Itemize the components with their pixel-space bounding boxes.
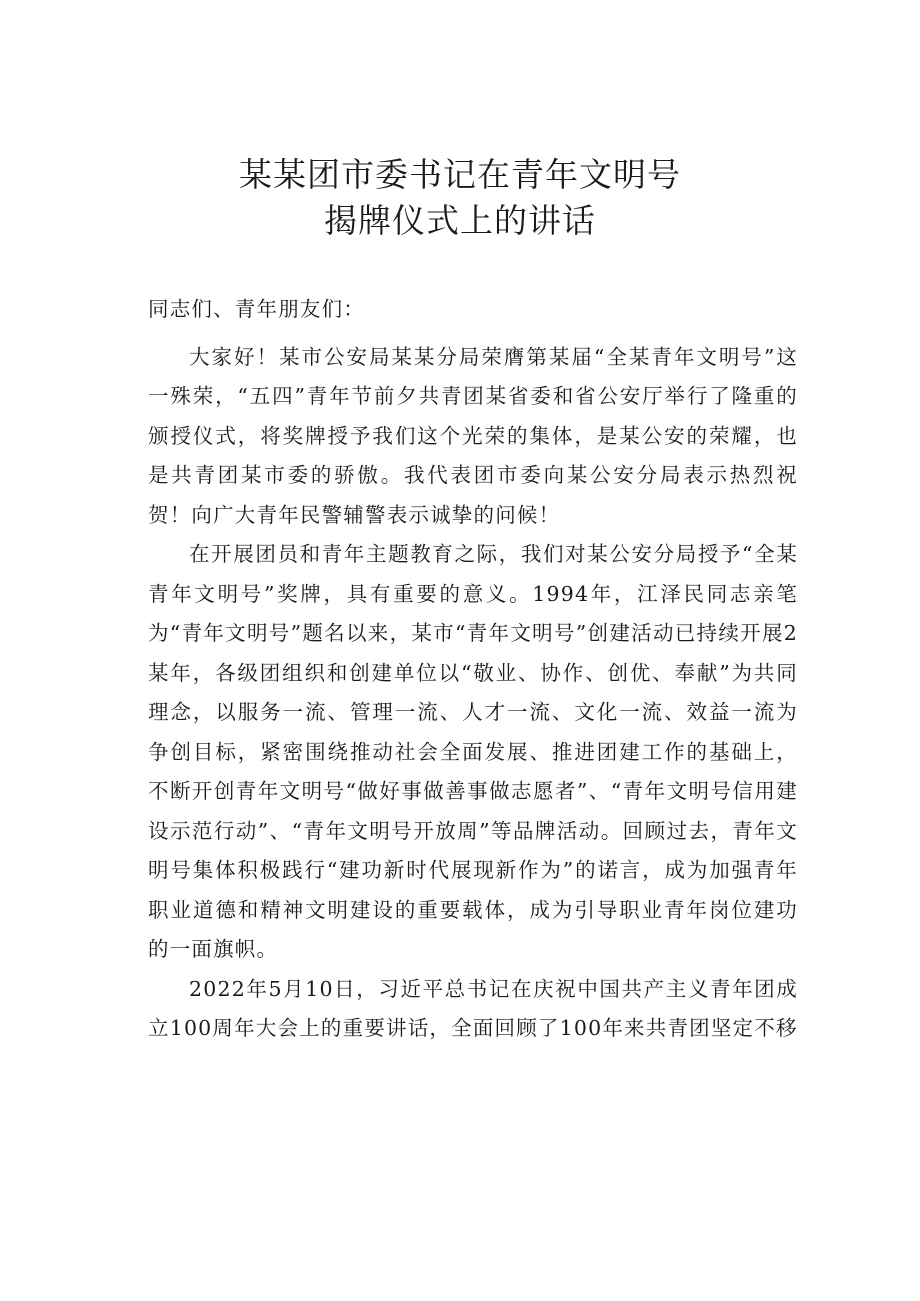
title-line-1: 某某团市委书记在青年文明号: [239, 155, 681, 194]
title-line-2: 揭牌仪式上的讲话: [324, 201, 596, 240]
paragraph: 2022年5月10日，习近平总书记在庆祝中国共产主义青年团成立100周年大会上的重要讲话，全面回顾了100年来共青团坚定不移: [148, 976, 798, 1040]
paragraph: 大家好！某市公安局某某分局荣膺第某届“全某青年文明号”这一殊荣，“五四”青年节前夕共青团某省委和省公安厅举行了隆重的颁授仪式，将奖牌授予我们这个光荣的集体，是某公安的荣耀，也是共青团某市委的骄傲。我代表团市委向某公安分局表示热烈祝贺！向广大青年民警辅警表示诚挚的问候！: [148, 344, 798, 527]
speech-body: [148, 290, 798, 1049]
salutation: 同志们、青年朋友们：: [148, 297, 365, 321]
paragraph: 在开展团员和青年主题教育之际，我们对某公安分局授予“全某青年文明号”奖牌，具有重要的意义。1994年，江泽民同志亲笔为“青年文明号”题名以来，某市“青年文明号”创建活动已持续开展2某年，各级团组织和创建单位以“敬业、协作、创优、奉献”为共同理念，以服务一流、管理一流、人才一流、文化一流、效益一流为争创目标，紧密围绕推动社会全面发展、推进团建工作的基础上，不断开创青年文明号“做好事做善事做志愿者”、“青年文明号信用建设示范行动”、“青年文明号开放周”等品牌活动。回顾过去，青年文明号集体积极践行“建功新时代展现新作为”的诺言，成为加强青年职业道德和精神文明建设的重要载体，成为引导职业青年岗位建功的一面旗帜。: [148, 542, 798, 961]
